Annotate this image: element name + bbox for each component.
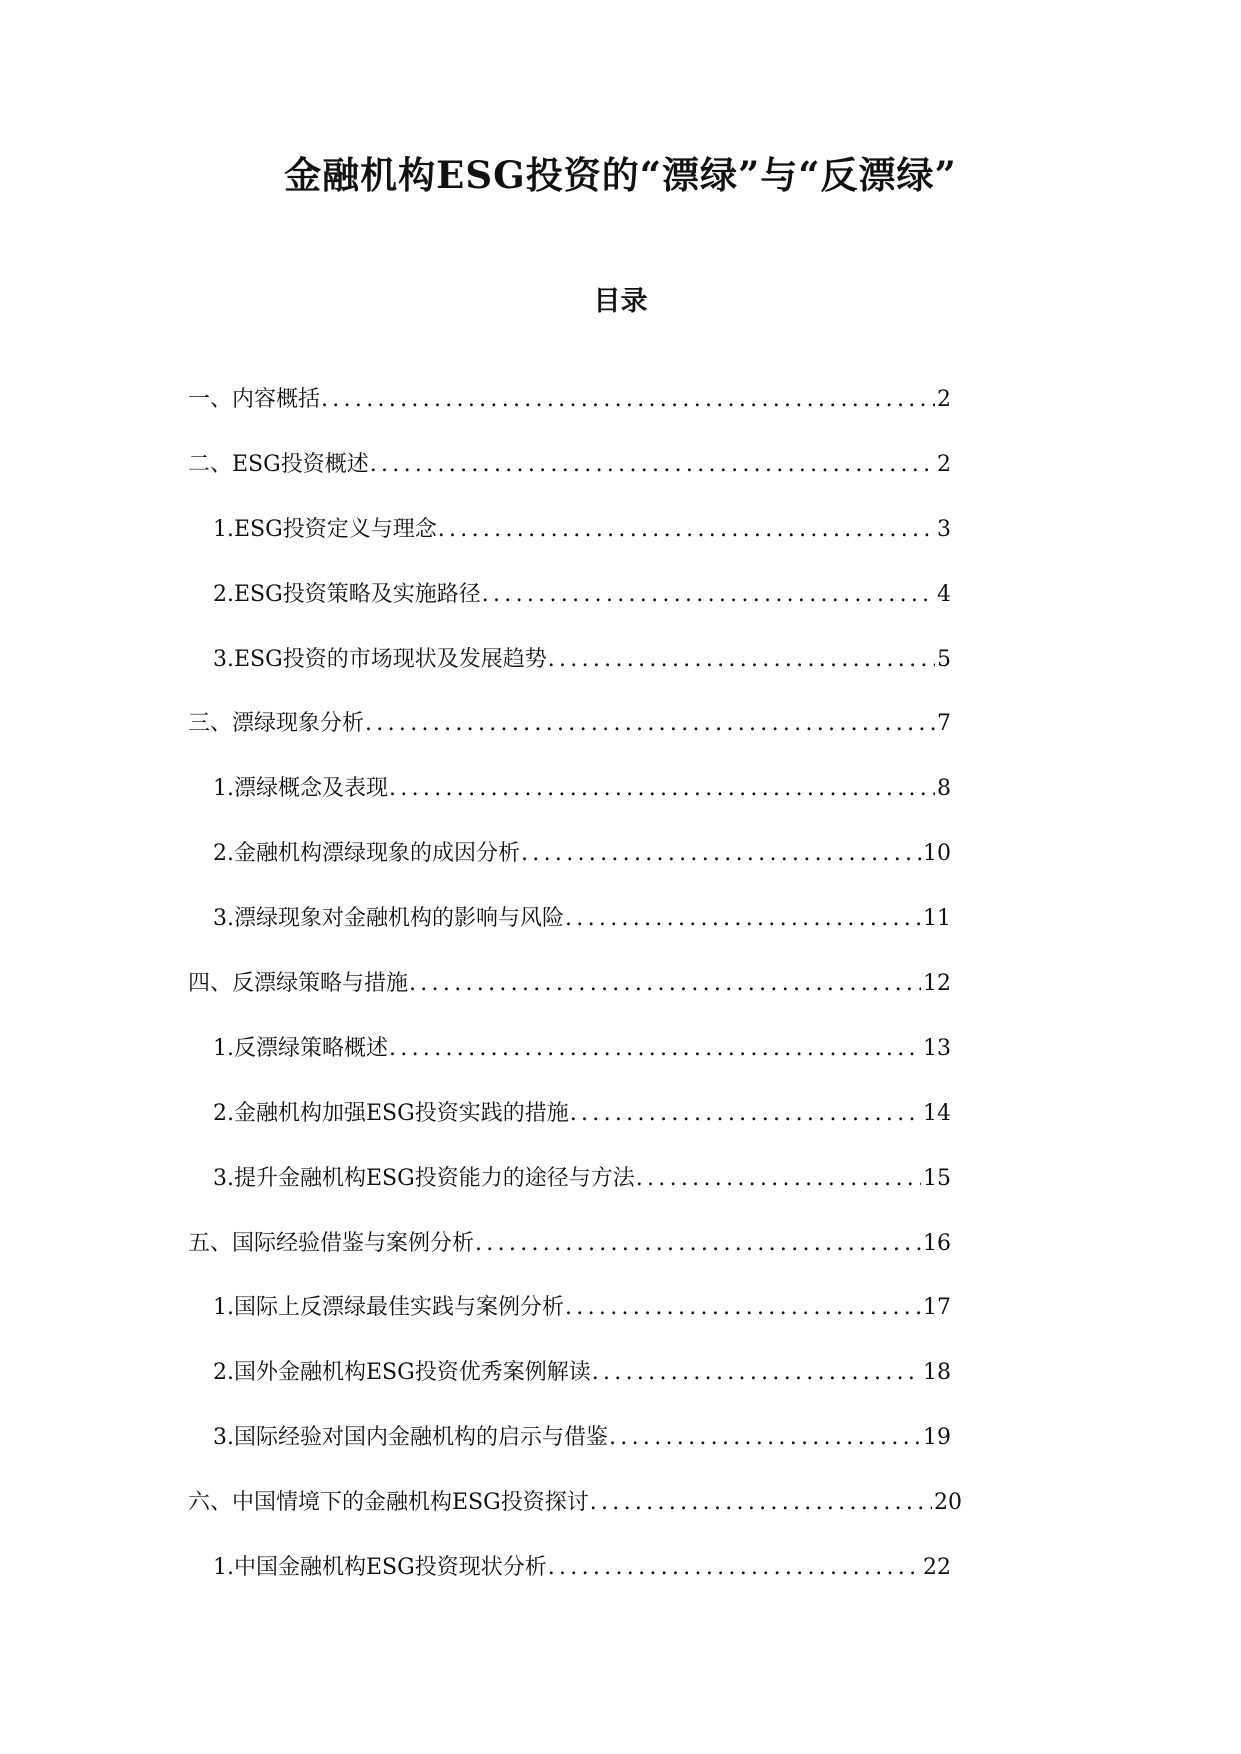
toc-subsection-link[interactable] [188, 1293, 951, 1358]
toc-dot-leader [570, 1099, 921, 1129]
toc-page-number: 5 [937, 646, 951, 672]
toc-dot-leader [389, 774, 935, 804]
toc-section-link[interactable] [188, 450, 951, 515]
toc-dot-leader [592, 1358, 921, 1388]
document-title: 金融机构ESG投资的“漂绿”与“反漂绿” [284, 153, 957, 197]
toc-dot-leader [548, 1553, 921, 1583]
toc-entry-text: 二、ESG投资概述 [188, 451, 369, 477]
toc-dot-leader [482, 580, 935, 610]
toc-section-link[interactable] [188, 385, 951, 450]
toc-page-number: 4 [937, 581, 951, 607]
toc-section-link[interactable] [188, 1488, 962, 1553]
toc-entry-text: 六、中国情境下的金融机构ESG投资探讨 [188, 1490, 589, 1516]
toc-dot-leader [636, 1164, 921, 1194]
toc-entry-text: 国际经验对国内金融机构的启示与借鉴 [234, 1425, 609, 1451]
toc-entry-text: 中国金融机构ESG投资现状分析 [234, 1555, 547, 1581]
toc-entry-number: 1. [213, 516, 234, 542]
toc-page-number: 19 [923, 1425, 951, 1451]
toc-dot-leader [565, 904, 921, 934]
toc-entry-text: ESG投资的市场现状及发展趋势 [234, 646, 547, 672]
toc-page-number: 10 [923, 841, 951, 867]
toc-entry-text: 三、漂绿现象分析 [188, 711, 365, 737]
toc-entry-text: 四、反漂绿策略与措施 [188, 971, 409, 997]
toc-entry-number: 1. [213, 776, 234, 802]
toc-subsection-link[interactable] [188, 1358, 951, 1423]
toc-dot-leader [438, 515, 935, 545]
toc-entry-number: 2. [213, 1360, 234, 1386]
toc-entry-number: 3. [213, 646, 234, 672]
toc-entry-text: 国际上反漂绿最佳实践与案例分析 [234, 1295, 565, 1321]
toc-subsection-link[interactable] [188, 645, 951, 710]
toc-entry-text: ESG投资定义与理念 [234, 516, 437, 542]
toc-entry-text: 国外金融机构ESG投资优秀案例解读 [234, 1360, 591, 1386]
toc-page-number: 2 [937, 387, 951, 412]
toc-entry-number: 1. [213, 1035, 234, 1061]
toc-heading: 目录 [593, 286, 648, 317]
toc-subsection-link[interactable] [188, 1034, 951, 1099]
toc-subsection-link[interactable] [188, 1099, 951, 1164]
toc-entry-text: 五、国际经验借鉴与案例分析 [188, 1230, 475, 1256]
toc-entry-text: 提升金融机构ESG投资能力的途径与方法 [234, 1165, 635, 1191]
toc-entry-text: 漂绿概念及表现 [234, 776, 389, 802]
toc-page-number: 22 [923, 1555, 951, 1581]
toc-dot-leader [590, 1488, 932, 1518]
toc-page-number: 12 [923, 971, 951, 997]
toc-entry-number: 2. [213, 841, 234, 867]
toc-page-number: 16 [923, 1230, 951, 1256]
table-of-contents [188, 385, 968, 1618]
toc-page-number: 3 [937, 516, 951, 542]
toc-entry-number: 3. [213, 1165, 234, 1191]
toc-entry-text: 金融机构加强ESG投资实践的措施 [234, 1100, 569, 1126]
toc-dot-leader [370, 450, 935, 480]
toc-page-number: 8 [937, 776, 951, 802]
toc-entry-number: 2. [213, 581, 234, 607]
toc-subsection-link[interactable] [188, 774, 951, 839]
toc-section-link[interactable] [188, 709, 951, 774]
toc-page-number: 15 [923, 1165, 951, 1191]
toc-dot-leader [321, 385, 935, 415]
toc-subsection-link[interactable] [188, 839, 951, 904]
toc-entry-text: 反漂绿策略概述 [234, 1035, 389, 1061]
toc-section-link[interactable] [188, 969, 951, 1034]
toc-subsection-link[interactable] [188, 1423, 951, 1488]
toc-page-number: 18 [923, 1360, 951, 1386]
toc-entry-number: 1. [213, 1555, 234, 1581]
toc-page-number: 2 [937, 451, 951, 477]
toc-dot-leader [521, 839, 921, 869]
toc-entry-text: 金融机构漂绿现象的成因分析 [234, 841, 521, 867]
toc-subsection-link[interactable] [188, 904, 951, 969]
toc-entry-text: ESG投资策略及实施路径 [234, 581, 481, 607]
toc-entry-number: 3. [213, 906, 234, 932]
toc-dot-leader [409, 969, 921, 999]
toc-page-number: 11 [923, 906, 951, 932]
toc-page-number: 20 [934, 1490, 962, 1516]
toc-dot-leader [475, 1229, 921, 1259]
toc-entry-number: 1. [213, 1295, 234, 1321]
toc-subsection-link[interactable] [188, 515, 951, 580]
toc-entry-text: 一、内容概括 [188, 387, 321, 412]
toc-subsection-link[interactable] [188, 1164, 951, 1229]
toc-page-number: 14 [923, 1100, 951, 1126]
toc-page-number: 13 [923, 1035, 951, 1061]
toc-page-number: 17 [923, 1295, 951, 1321]
toc-dot-leader [365, 709, 935, 739]
toc-entry-number: 3. [213, 1425, 234, 1451]
toc-subsection-link[interactable] [188, 580, 951, 645]
toc-page-number: 7 [937, 711, 951, 737]
toc-dot-leader [548, 645, 935, 675]
toc-entry-text: 漂绿现象对金融机构的影响与风险 [234, 906, 565, 932]
toc-section-link[interactable] [188, 1229, 951, 1294]
toc-entry-number: 2. [213, 1100, 234, 1126]
toc-subsection-link[interactable] [188, 1553, 951, 1618]
toc-dot-leader [565, 1293, 921, 1323]
toc-dot-leader [609, 1423, 921, 1453]
toc-dot-leader [389, 1034, 921, 1064]
